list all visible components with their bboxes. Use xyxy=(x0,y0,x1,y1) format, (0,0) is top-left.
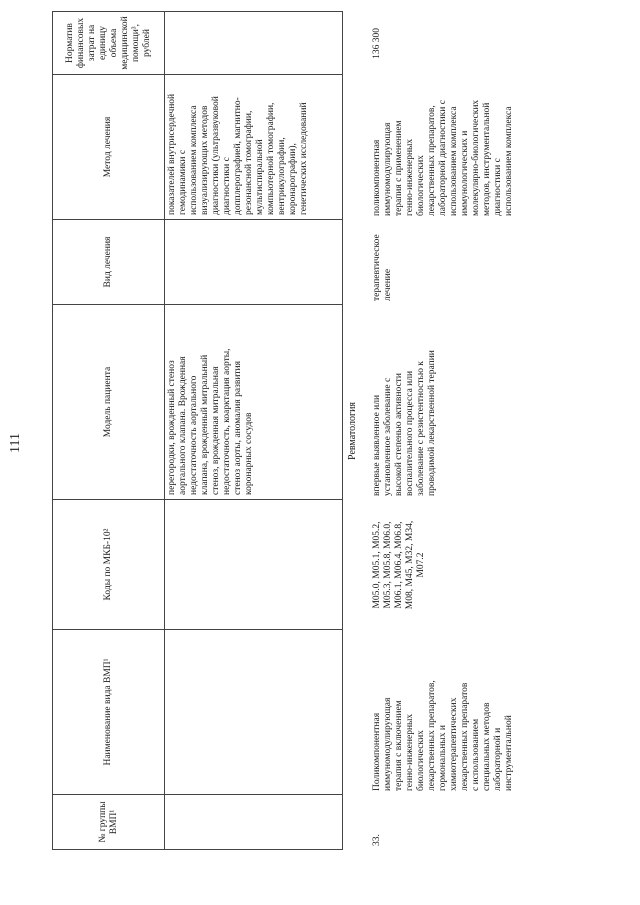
row33-vmp-name: Поликомпонентная иммуномодулирующая терапия с включением генно-инженерных биологических лекарственных препаратов, гормональных и химиотерапевтических лекарственных препаратов с использованием специальных методов лабораторной и инструментальной xyxy=(372,680,514,791)
treatment-table xyxy=(52,11,343,850)
row33-cost-norm: 136 300 xyxy=(372,28,382,59)
row33-treatment-method: поликомпонентная иммуномодулирующая терапия с применением генно-инженерных биологических лекарственных препаратов, лабораторной диагностики с использованием комплекса иммунологических и молекулярно-биологических методов, инструментальной диагностики с использованием комплекса xyxy=(372,99,514,216)
table-row xyxy=(362,12,517,850)
header-group-number: № группы ВМП¹ xyxy=(53,795,165,850)
page-number: 111 xyxy=(8,433,23,453)
table-header-row xyxy=(53,12,165,850)
header-treatment-method: Метод лечения xyxy=(53,75,165,220)
continuation-treatment-method: показателей внутрисердечной гемодинамики с использованием комплекса визуализирующих методов диагностики (ультразвуковой диагностики с допплерографией, магнитно- резонансной томографии, мультиспиральной компьютерной томографии, вентрикулографии, коронарографии), генетических исследований xyxy=(165,75,343,220)
row33-icd-codes: M05.0, M05.1, M05.2, M05.3, M05.8, M06.0, M06.1, M06.4, M06.8, M08, M45, M32, M34, M07.2 xyxy=(372,520,426,610)
header-cost-norm: Норматив финансовых затрат на единицу объема медицинской помощи³, рублей xyxy=(53,12,165,75)
row33-group-number: 33. xyxy=(372,834,382,846)
row33-patient-model: впервые выявленное или установленное заболевание с высокой степенью активности воспалительного процесса или заболевание с резистентностью к проводимой лекарственной терапии xyxy=(372,350,437,496)
rheumatology-table xyxy=(342,12,517,850)
continuation-row xyxy=(165,12,343,850)
header-vmp-name: Наименование вида ВМП¹ xyxy=(53,630,165,795)
section-title: Ревматология xyxy=(346,401,358,460)
header-patient-model: Модель пациента xyxy=(53,305,165,500)
header-icd-codes: Коды по МКБ-10² xyxy=(53,500,165,630)
row33-treatment-type: терапевтическое лечение xyxy=(372,234,393,301)
header-treatment-type: Вид лечения xyxy=(53,220,165,305)
continuation-patient-model: перегородки, врожденный стеноз аортального клапана. Врожденная недостаточность аортального клапана, врожденный митральный стеноз, врожденная митральная недостаточность, коарктация аорты, стеноз аорты, аномалия развития коронарных сосудов xyxy=(165,305,343,500)
